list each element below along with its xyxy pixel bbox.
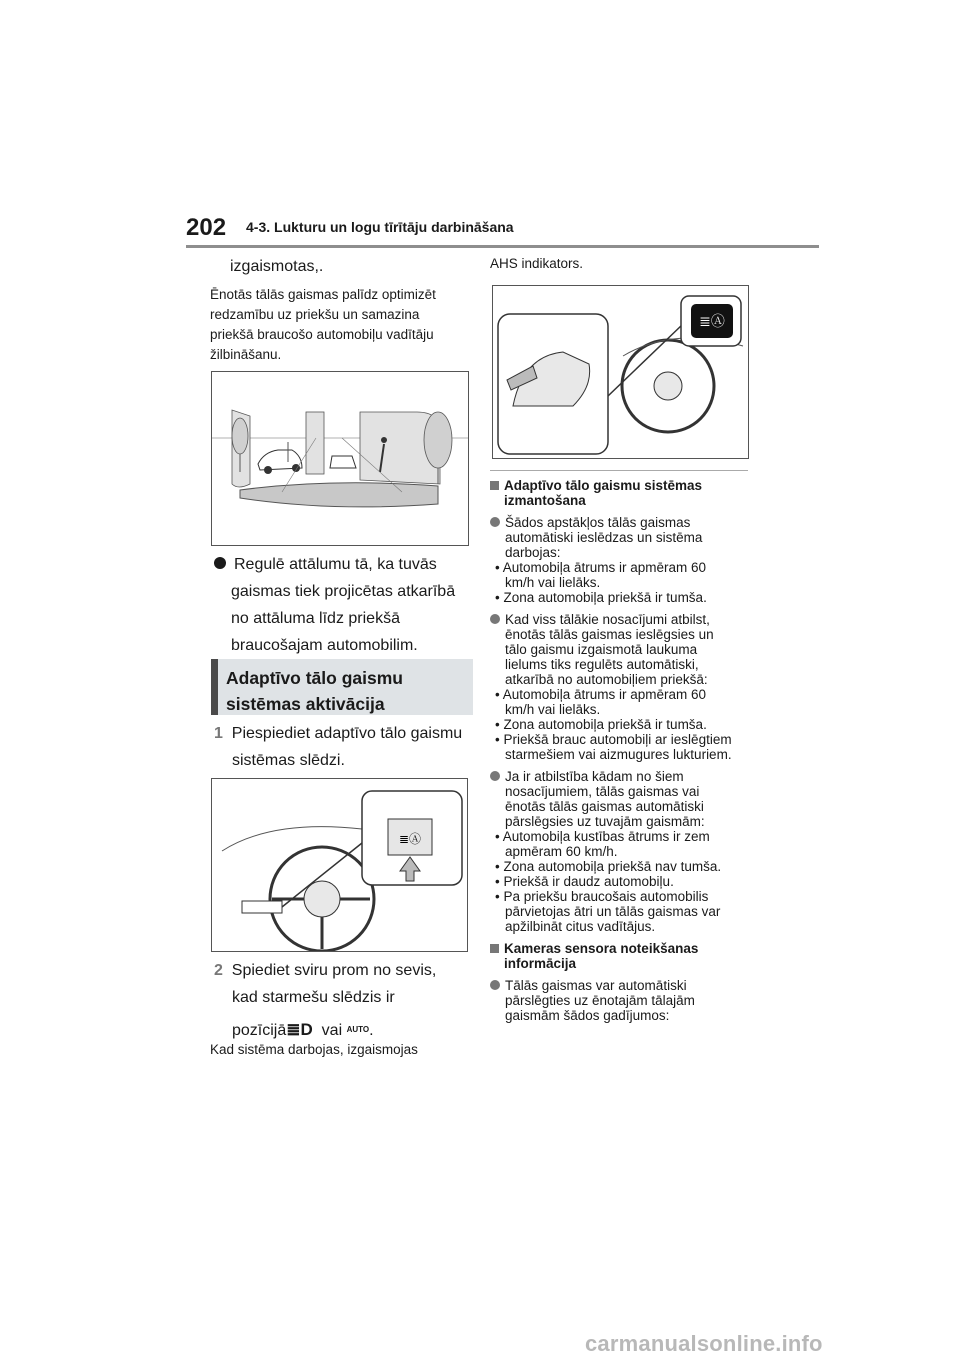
text-line: • Priekšā ir daudz automobiļu.	[495, 874, 674, 889]
figure-lever	[492, 285, 749, 459]
step-1	[214, 720, 462, 774]
subheading-line: Kameras sensora noteikšanas	[504, 941, 699, 956]
text-line: • Automobiļa kustības ātrums ir zem	[495, 829, 710, 844]
heading-ahs-activation	[211, 659, 473, 715]
heading-line: Adaptīvo tālo gaismu	[226, 668, 403, 688]
list-item	[490, 560, 752, 605]
text-line: pārslēgsies uz tuvajām gaismām:	[505, 814, 705, 829]
text-line: apžilbināt citus vadītājus.	[505, 919, 656, 934]
text-line: pārslēgties uz ēnotajām tālajām	[505, 993, 695, 1008]
text-line: Ēnotās tālās gaismas palīdz optimizēt	[210, 287, 436, 302]
text-line: automātiski ieslēdzas un sistēma	[505, 530, 703, 545]
list-item	[490, 829, 752, 934]
subheading-line: informācija	[504, 956, 577, 971]
subheading-line: Adaptīvo tālo gaismu sistēmas	[504, 478, 703, 493]
list-item	[490, 687, 752, 762]
text-line: • Priekšā brauc automobiļi ar ieslēgtiem	[495, 732, 732, 747]
text-line: km/h vai lielāks.	[505, 575, 601, 590]
step-2	[214, 957, 436, 1044]
text-line: .	[369, 1022, 374, 1039]
svg-text:≣Ⓐ: ≣Ⓐ	[699, 313, 725, 329]
bullet-distance-regulation	[214, 551, 455, 659]
text-line: Spiediet sviru prom no sevis,	[231, 962, 437, 979]
text-line: starmešiem vai aizmugures lukturiem.	[505, 747, 732, 762]
text-line: • Automobiļa ātrums ir apmēram 60	[495, 560, 707, 575]
divider	[490, 470, 748, 471]
text-line: lielums tiks regulēts automātiski,	[505, 657, 699, 672]
step-number: 2	[214, 962, 223, 979]
section-title: 4-3. Lukturu un logu tīrītāju darbināšana	[246, 219, 514, 235]
paragraph-bottom: Kad sistēma darbojas, izgaismojas	[210, 1042, 418, 1057]
text-line: no attāluma līdz priekšā	[231, 610, 400, 627]
text-line: Kad viss tālākie nosacījumi atbilst,	[505, 612, 710, 627]
text-line: apmēram 60 km/h.	[505, 844, 618, 859]
dashboard-switch-icon	[212, 779, 467, 951]
text-line: • Automobiļa ātrums ir apmēram 60	[495, 687, 707, 702]
text-line: vai	[321, 1022, 343, 1039]
text-line: Tālās gaismas var automātiski	[505, 978, 687, 993]
text-line: ēnotās tālās gaismas ieslēgsies un	[505, 627, 714, 642]
text-line: tālo gaismu izgaismotā laukuma	[505, 642, 698, 657]
text-line: sistēmas slēdzi.	[232, 752, 345, 769]
text-line: nosacījumiem, tālās gaismas vai	[505, 784, 700, 799]
right-column-content	[490, 478, 752, 1023]
text-line: priekšā braucošo automobiļu vadītāju	[210, 327, 434, 342]
intro-line: izgaismotas,.	[230, 258, 324, 275]
high-beam-icon: ≣D	[286, 1020, 313, 1039]
text-line: km/h vai lielāks.	[505, 702, 601, 717]
figure-road-illustration	[211, 371, 469, 546]
svg-text:≣Ⓐ: ≣Ⓐ	[398, 832, 422, 846]
footer-watermark: carmanualsonline.info	[585, 1331, 823, 1356]
text-line: • Zona automobiļa priekšā nav tumša.	[495, 859, 722, 874]
header-rule	[186, 245, 819, 248]
heading-line: sistēmas aktivācija	[226, 694, 385, 714]
step-number: 1	[214, 725, 223, 742]
text-line: atkarībā no automobiļiem priekšā:	[505, 672, 708, 687]
text-line: Šādos apstākļos tālās gaismas	[505, 515, 691, 530]
text-line: darbojas:	[505, 545, 561, 560]
text-line: braucošajam automobilim.	[231, 637, 418, 654]
text-line: • Zona automobiļa priekšā ir tumša.	[495, 717, 707, 732]
text-line: • Zona automobiļa priekšā ir tumša.	[495, 590, 707, 605]
text-line: ēnotās tālās gaismas automātiski	[505, 799, 704, 814]
text-line: pozīcijā	[232, 1022, 287, 1039]
text-line: Regulē attālumu tā, ka tuvās	[234, 556, 437, 573]
auto-icon: AUTO	[346, 1025, 370, 1034]
text-line: redzamību uz priekšu un samazina	[210, 307, 420, 322]
text-line: • Pa priekšu braucošais automobilis	[495, 889, 709, 904]
road-illustration-icon	[212, 372, 468, 545]
text-line: žilbināšanu.	[210, 347, 282, 362]
page-number: 202	[186, 214, 227, 241]
text-line: Ja ir atbilstība kādam no šiem	[505, 769, 684, 784]
text-line: gaismas tiek projicētas atkarībā	[231, 583, 456, 600]
lever-illustration-icon	[493, 286, 748, 458]
subheading-line: izmantošana	[504, 493, 586, 508]
figure-dashboard-switch	[211, 778, 468, 952]
text-line: kad starmešu slēdzis ir	[232, 989, 395, 1006]
text-line: pārvietojas ātri un tālās gaismas var	[505, 904, 721, 919]
ahs-indicator-text: AHS indikators.	[490, 256, 584, 271]
paragraph-shaded-high-beam	[210, 285, 436, 365]
text-line: gaismām šādos gadījumos:	[505, 1008, 670, 1023]
text-line: Piespiediet adaptīvo tālo gaismu	[231, 725, 463, 742]
